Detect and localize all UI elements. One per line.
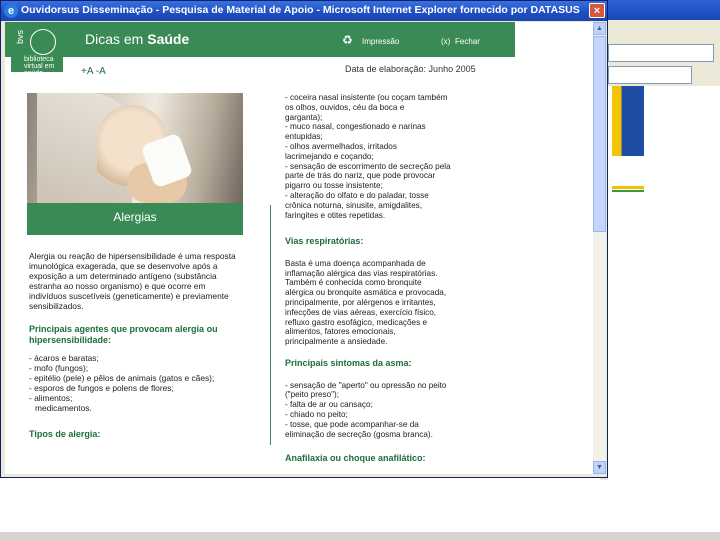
respiratory-line: Também é conhecida como bronquite (285, 278, 422, 288)
close-icon[interactable]: (x) (441, 37, 451, 46)
list-item: - epitélio (pele) e pêlos de animais (gatos e cães); (29, 373, 215, 383)
asthma-line: - tosse, que pode acompanhar-se da (285, 419, 419, 429)
title-bar (1, 1, 607, 21)
font-size-tools[interactable]: +A -A (81, 66, 106, 77)
background-window (600, 0, 720, 480)
symptom-line: faringites e otites repetidas. (285, 210, 386, 220)
section-title-band (27, 203, 243, 235)
asthma-line: - sensação de "aperto" ou opressão no peito (285, 380, 447, 390)
background-title-bar (600, 0, 720, 20)
print-link[interactable]: Impressão (362, 37, 400, 46)
logo-circle-icon (30, 29, 56, 55)
background-address-field[interactable] (608, 66, 692, 84)
print-icon[interactable]: ♻ (342, 33, 353, 47)
window-close-button[interactable]: × (589, 3, 605, 18)
intro-paragraph: Alergia ou reação de hipersensibilidade é uma resposta imunológica exagerada, que se desenvolve após a exposição a um determinado antígeno (substância estranha ao nosso organismo) e que ocorre em indivíduos suscetíveis (geneticamente) e previamente sensibilizados. (29, 251, 236, 311)
respiratory-line: alimentos, fatores emocionais, (285, 327, 396, 337)
respiratory-line: principalmente a ansiedade. (285, 337, 388, 347)
page-title (85, 31, 189, 47)
respiratory-heading: Vias respiratórias: (285, 236, 364, 247)
background-divider (612, 186, 644, 189)
vertical-scrollbar[interactable] (593, 22, 606, 474)
respiratory-line: alérgica ou bronquite asmática e provocada, (285, 288, 447, 298)
background-banner-image (612, 86, 644, 156)
respiratory-line: inflamação alérgica das vias respiratórias. (285, 268, 438, 278)
symptom-line: - olhos avermelhados, irritados (285, 141, 397, 151)
list-item: - alimentos; (29, 393, 73, 403)
symptom-line: - muco nasal, congestionado e narinas (285, 122, 426, 132)
symptom-line: os olhos, ouvidos, céu da boca e (285, 102, 405, 112)
logo-caption (24, 56, 63, 77)
asthma-line: ("peito preso"); (285, 390, 340, 400)
respiratory-line: infecções de vias aéreas, exercício físico, (285, 307, 437, 317)
title-prefix: Dicas em (85, 31, 148, 47)
right-column (285, 93, 491, 474)
background-divider-green (612, 190, 644, 192)
scroll-up-button[interactable]: ▲ (593, 22, 606, 35)
page-content (5, 22, 593, 474)
sneezing-woman-photo (27, 93, 243, 203)
column-divider (270, 205, 271, 445)
list-item: - ácaros e baratas; (29, 353, 99, 363)
agents-heading: Principais agentes que provocam alergia ou hipersensibilidade: (29, 324, 218, 345)
list-item: medicamentos. (35, 403, 92, 413)
symptom-line: - coceira nasal insistente (ou coçam também (285, 93, 448, 102)
scroll-down-button[interactable]: ▼ (593, 461, 606, 474)
symptom-line: entupidas; (285, 132, 323, 142)
title-bold: Saúde (147, 31, 190, 47)
desktop-strip (0, 532, 720, 540)
symptom-line: - alteração do olfato e do paladar, tosse (285, 190, 429, 200)
respiratory-line: Basta é uma doença acompanhada de (285, 258, 426, 268)
anaphylaxis-heading: Anafilaxia ou choque anafilático: (285, 453, 426, 464)
list-item: - esporos de fungos e polens de flores; (29, 383, 174, 393)
background-page (608, 86, 720, 480)
asthma-line: - chiado no peito; (285, 409, 348, 419)
spacer (29, 345, 243, 353)
symptom-line: pigarro ou tosse insistente; (285, 181, 383, 191)
types-heading: Tipos de alergia: (29, 429, 101, 439)
left-column (29, 251, 243, 440)
bvs-logo[interactable] (11, 22, 63, 77)
close-link[interactable]: Fechar (455, 37, 480, 46)
respiratory-line: principalmente, por alérgenos e irritantes, (285, 298, 436, 308)
scroll-thumb[interactable] (593, 36, 606, 232)
asthma-line: - falta de ar ou cansaço; (285, 400, 373, 410)
symptom-line: garganta); (285, 112, 323, 122)
list-item: - mofo (fungos); (29, 363, 89, 373)
asthma-line: eliminação de secreção (gosma branca). (285, 429, 433, 439)
logo-line-1: biblioteca (24, 56, 54, 63)
logo-line-2: virtual em saúde (24, 63, 55, 77)
asthma-heading: Principais sintomas da asma: (285, 358, 412, 369)
background-toolbar (608, 44, 714, 62)
symptom-line: - sensação de escorrimento de secreção pela (285, 161, 451, 171)
symptom-line: parte de trás do nariz, que pode provocar (285, 171, 436, 181)
symptom-line: crônica noturna, sinusite, amigdalites, (285, 200, 422, 210)
symptom-line: lacrimejando e coçando; (285, 151, 374, 161)
section-title: Alergias (113, 210, 157, 224)
window-title: Ouvidorsus Disseminação - Pesquisa de Material de Apoio - Microsoft Internet Explorer fornecido por DATASUS (21, 4, 580, 16)
publication-date: Data de elaboração: Junho 2005 (345, 64, 476, 74)
respiratory-line: refluxo gastro esofágico, medicações e (285, 317, 427, 327)
logo-vertical-text: bvs (15, 30, 25, 45)
ie-icon: e (4, 4, 18, 18)
